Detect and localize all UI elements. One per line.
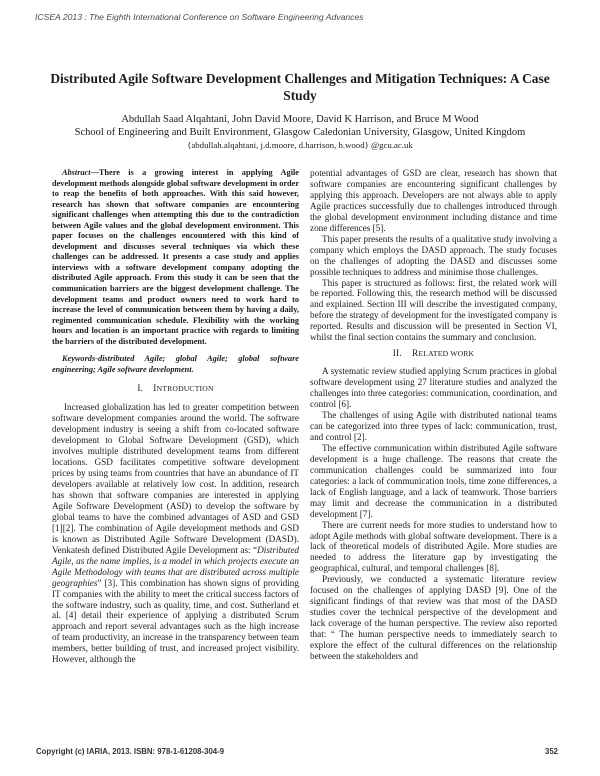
author-names: Abdullah Saad Alqahtani, John David Moore, David K Harrison, and Bruce M Wood [121,114,479,125]
intro-paragraph-1 [52,402,299,665]
author-block [30,113,570,152]
related-paragraph-5: Previously, we conducted a systematic literature review focused on the challenges of applying DASD [9]. One of the significant findings of that review was that most of the DASD studies cover the technical perspective of the development and lack coverage of the human perspective. The review also reported that: “ The human perspective needs to immediately search to explore the effect of the cultural differences on the relationship between the stakeholders and [310,574,557,661]
section-rest: ELATED WORK [418,349,475,359]
author-affiliation: School of Engineering and Built Environment, Glasgow Caledonian University, Glasgow, United Kingdom [74,127,526,138]
abstract-label: Abstract [62,168,91,177]
footer-copyright: Copyright (c) IARIA, 2013. ISBN: 978-1-61208-304-9 [36,747,225,756]
related-paragraph-4: There are current needs for more studies to understand how to adopt Agile methods with global software development. There is a lack of theoretical models of distributed Agile. More studies are needed to address the literature gap by investigating the geographical, cultural, and temporal challenges [8]. [310,519,557,574]
related-paragraph-2: The challenges of using Agile with distributed national teams can be categorized into three types of lack: communication, trust, and control [2]. [310,410,557,442]
section-heading-related-work [310,349,557,360]
related-paragraph-1: A systematic review studied applying Scrum practices in global software development using 27 literature studies and analyzed the challenges into three categories: communication, coordination, and control [6]. [310,366,557,410]
section-number: I. [137,384,144,395]
section-initial: R [411,349,419,360]
author-emails: {abdullah.alqahtani, j.d.moore, d.harrison, b.wood} @gcu.ac.uk [187,140,413,150]
paper-title: Distributed Agile Software Development Challenges and Mitigation Techniques: A Case Study [50,71,550,103]
intro-paragraph-3: This paper is structured as follows: first, the related work will be reported. Following this, the research method will be discussed and explained. Section III will describe the investigated company, before the strategy of development for the investigated company is reported. Results and discussion will be presented in Section VI, whilst the final section contains the summary and conclusion. [310,277,557,343]
right-column [310,168,557,662]
conference-header: ICSEA 2013 : The Eighth International Conference on Software Engineering Advances [35,12,364,22]
section-heading-introduction [52,384,299,395]
abstract-text: —There is a growing interest in applying Agile development methods alongside global software development in order to reap the benefits of both approaches. With this said however, research has shown that software companies are encountering significant challenges when attempting this due to the contradiction between Agile values and the global development environment. This paper focuses on the challenges encountered with this kind of development and discusses several techniques via which these challenges can be addressed. It presents a case study and applies interviews with a software development company adopting the distributed Agile approach. From this study it can be seen that the communication barriers are the biggest development challenge. The development teams and product owners need to work hard to increase the level of communication between them by having a daily, regimented communication schedule. Flexibility with the working hours and location is an important practice with regards to limiting the barriers of the distributed development. [52,168,299,346]
intro-paragraph-1-continued: potential advantages of GSD are clear, research has shown that software companies are encountering significant challenges by applying this approach. Developers are not always able to apply Agile practices successfully due to challenges introduced through the global development environment including distance and time zone differences [5]. [310,168,557,233]
related-paragraph-3: The effective communication within distributed Agile software development is a huge challenge. The reasons that create the communication challenges could be summarized into four categories: a lack of communication tools, time zone differences, a lack of English language, and a lack of teamwork. Those barriers may limit and decrease the communication in a distributed development [7]. [310,442,557,519]
intro-paragraph-2: This paper presents the results of a qualitative study involving a company which employs the DASD approach. The study focuses on the challenges of adopting the DASD and discusses some possible techniques to address and minimise those challenges. [310,233,557,277]
section-initial: I [153,384,157,395]
intro-text-b: ” [3]. This combination has shown signs of providing IT companies with the ability to meet the critical success factors of the software industry, such as quality, time, and cost. Sutherland et al. [4] detail their experience of applying a distributed Scrum approach and report several advantages such as the high increase of team productivity, an increase in the transparency between team members, better building of trust, and increased project visibility. However, although the [52,577,299,665]
abstract [52,168,299,347]
intro-definition-quote: Distributed Agile, as the name implies, is a model in which projects execute an Agile Methodology with teams that are distributed across multiple geographies [52,544,299,588]
keywords: Keywords-distributed Agile; global Agile; global software engineering; Agile software development. [52,354,299,374]
left-column [52,168,299,665]
section-rest: NTRODUCTION [156,384,214,394]
page-number: 352 [544,747,558,756]
section-number: II. [392,349,402,360]
intro-text-a: Increased globalization has led to greater competition between software development companies around the world. The software development industry is seeing a shift from co-located software development to Global Software Development (GSD), which involves multiple distributed development teams from different locations. GSD facilitates competitive software development prices by using teams from countries that have an abundance of IT developers available at relatively low cost. In addition, research has shown that software companies are interested in applying Agile Software Development (ASD) to develop the software by global teams to have the combined advantages of ASD and GSD [1][2]. The combination of Agile development methods and GSD is known as Distributed Agile Software Development (DASD). Venkatesh defined Distributed Agile Development as: “ [52,402,299,555]
